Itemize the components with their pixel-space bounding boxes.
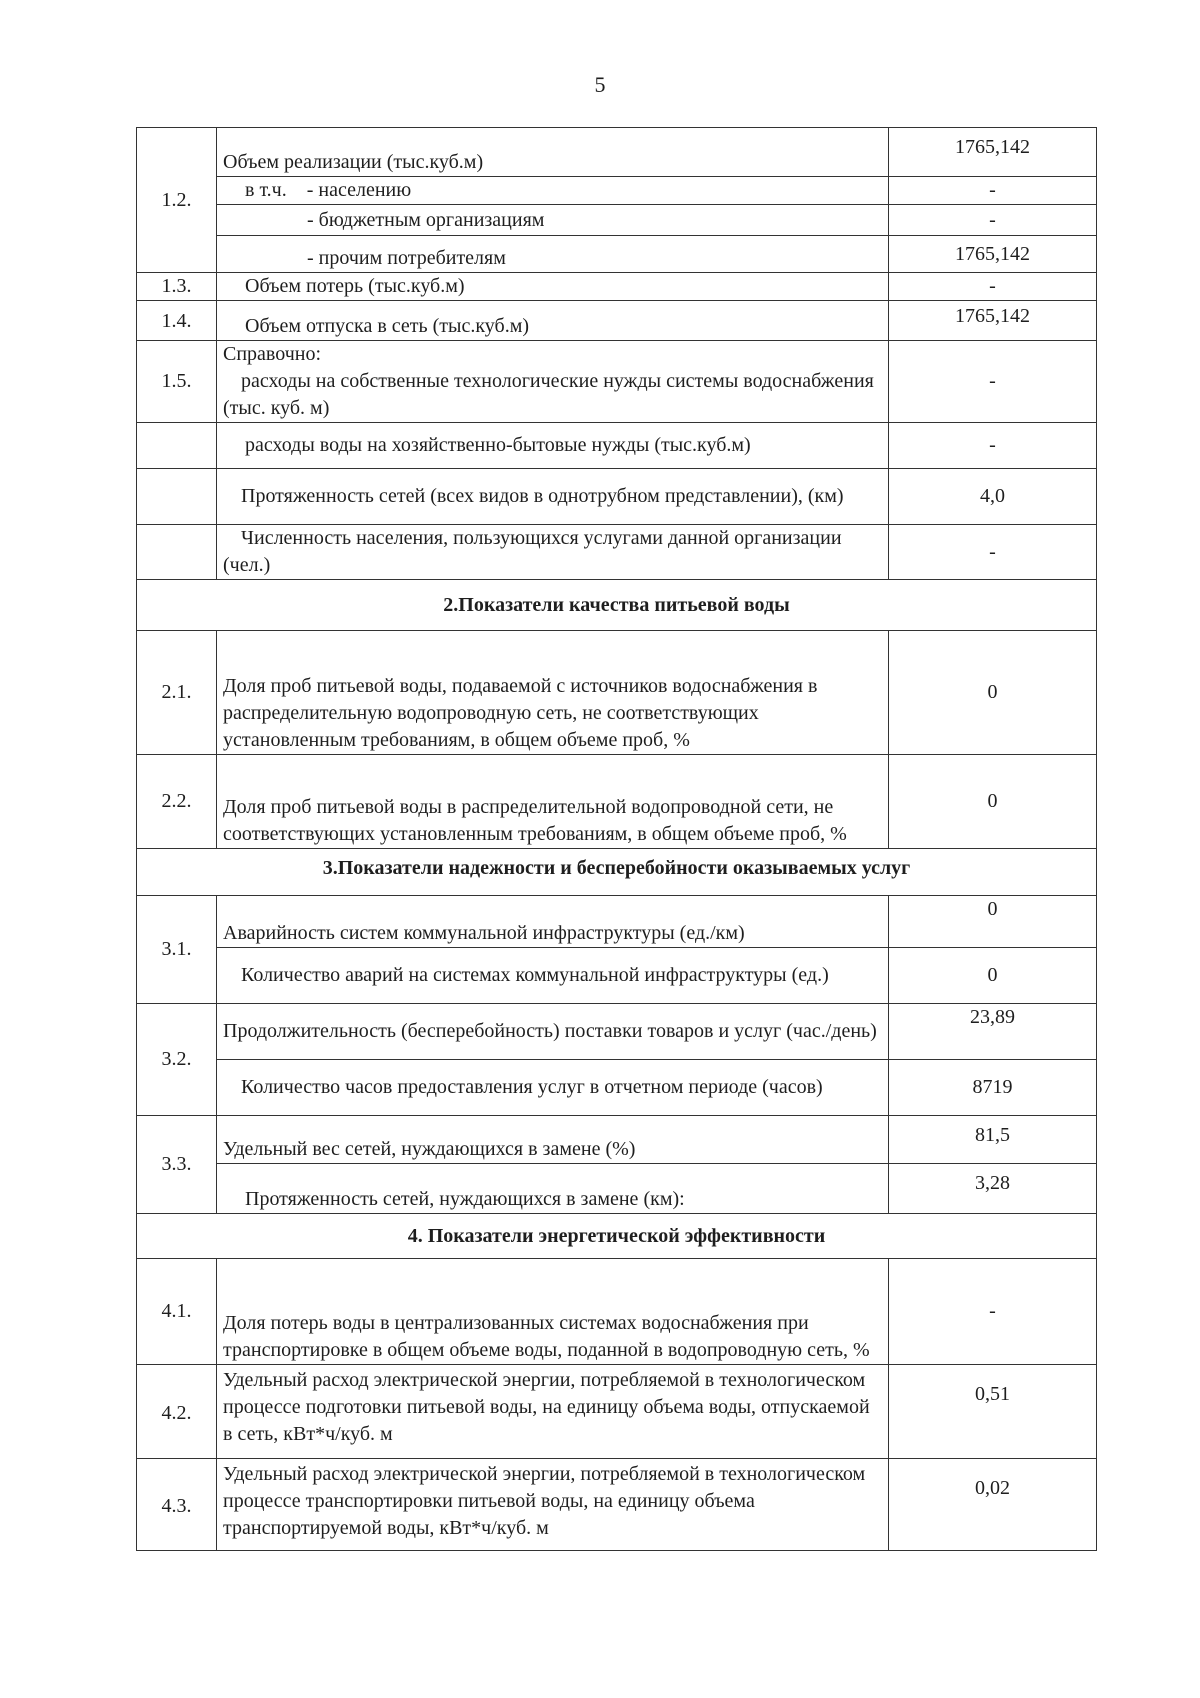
row-number: 4.2.: [137, 1365, 217, 1459]
table-row: [137, 273, 1097, 301]
row-text: Протяженность сетей (всех видов в однотрубном представлении), (км): [217, 469, 889, 525]
section-row: [137, 580, 1097, 631]
table-row: [137, 1459, 1097, 1551]
reference-heading: Справочно:: [223, 343, 322, 365]
table-row: [137, 236, 1097, 273]
row-text: в т.ч. - населению: [217, 177, 889, 205]
section-title: 4. Показатели энергетической эффективности: [137, 1214, 1097, 1259]
table-row: [137, 948, 1097, 1004]
row-text: Численность населения, пользующихся услугами данной организации (чел.): [217, 525, 889, 580]
row-number: 3.2.: [137, 1004, 217, 1116]
section-row: [137, 849, 1097, 896]
row-number: 3.1.: [137, 896, 217, 1004]
row-value: 23,89: [889, 1004, 1097, 1060]
row-number: 3.3.: [137, 1116, 217, 1214]
row-value: 1765,142: [889, 128, 1097, 177]
row-text: Объем потерь (тыс.куб.м): [217, 273, 889, 301]
table-row: [137, 205, 1097, 236]
row-value: -: [889, 273, 1097, 301]
row-text: Количество аварий на системах коммунальной инфраструктуры (ед.): [217, 948, 889, 1004]
table-row: [137, 1004, 1097, 1060]
row-text: Доля проб питьевой воды в распределительной водопроводной сети, не соответствующих установленным требованиям, в общем объеме проб, %: [217, 755, 889, 849]
row-value: 0: [889, 631, 1097, 755]
row-number-empty: [137, 525, 217, 580]
row-value: -: [889, 423, 1097, 469]
row-text: Удельный расход электрической энергии, потребляемой в технологическом процессе подготовки питьевой воды, на единицу объема воды, отпускаемой в сеть, кВт*ч/куб. м: [217, 1365, 889, 1459]
row-number: 4.1.: [137, 1259, 217, 1365]
table-row: [137, 755, 1097, 849]
table-row: [137, 1060, 1097, 1116]
row-text: Протяженность сетей, нуждающихся в замене (км):: [217, 1164, 889, 1214]
row-number: 1.3.: [137, 273, 217, 301]
row-text: расходы воды на хозяйственно-бытовые нужды (тыс.куб.м): [217, 423, 889, 469]
table-row: [137, 469, 1097, 525]
row-number: 2.2.: [137, 755, 217, 849]
section-title: 2.Показатели качества питьевой воды: [137, 580, 1097, 631]
row-number: 1.5.: [137, 341, 217, 423]
row-value: 0: [889, 896, 1097, 948]
section-row: [137, 1214, 1097, 1259]
table-row: [137, 128, 1097, 177]
row-value: 0,02: [889, 1459, 1097, 1551]
table-row: [137, 525, 1097, 580]
row-value: -: [889, 1259, 1097, 1365]
row-value: -: [889, 525, 1097, 580]
row-number: 4.3.: [137, 1459, 217, 1551]
row-text: - прочим потребителям: [217, 236, 889, 273]
table-row: [137, 1164, 1097, 1214]
table-row: [137, 1116, 1097, 1164]
table-row: [137, 631, 1097, 755]
row-text: Объем отпуска в сеть (тыс.куб.м): [217, 301, 889, 341]
row-value: 81,5: [889, 1116, 1097, 1164]
row-text: [217, 341, 889, 423]
table-row: [137, 423, 1097, 469]
row-value: 1765,142: [889, 236, 1097, 273]
table-row: [137, 1259, 1097, 1365]
row-value: 4,0: [889, 469, 1097, 525]
row-text: Количество часов предоставления услуг в отчетном периоде (часов): [217, 1060, 889, 1116]
row-value: -: [889, 341, 1097, 423]
row-text: Продолжительность (бесперебойность) поставки товаров и услуг (час./день): [217, 1004, 889, 1060]
row-text: Объем реализации (тыс.куб.м): [217, 128, 889, 177]
table-row: [137, 896, 1097, 948]
row-value: 8719: [889, 1060, 1097, 1116]
table-row: [137, 341, 1097, 423]
table-row: [137, 1365, 1097, 1459]
row-value: 1765,142: [889, 301, 1097, 341]
row-value: -: [889, 177, 1097, 205]
row-number-empty: [137, 469, 217, 525]
row-text: Аварийность систем коммунальной инфраструктуры (ед./км): [217, 896, 889, 948]
row-number-empty: [137, 423, 217, 469]
row-value: -: [889, 205, 1097, 236]
indicators-table: [136, 127, 1097, 1551]
row-value: 0: [889, 755, 1097, 849]
page-number: 5: [594, 72, 606, 97]
table-row: [137, 177, 1097, 205]
row-text: Доля проб питьевой воды, подаваемой с источников водоснабжения в распределительную водопроводную сеть, не соответствующих установленным требованиям, в общем объеме проб, %: [217, 631, 889, 755]
row-number: 1.2.: [137, 128, 217, 273]
section-title: 3.Показатели надежности и бесперебойности оказываемых услуг: [137, 849, 1097, 896]
row-number: 2.1.: [137, 631, 217, 755]
row-text: Удельный расход электрической энергии, потребляемой в технологическом процессе транспортировки питьевой воды, на единицу объема транспортируемой воды, кВт*ч/куб. м: [217, 1459, 889, 1551]
row-text: - бюджетным организациям: [217, 205, 889, 236]
row-value: 0,51: [889, 1365, 1097, 1459]
row-value: 0: [889, 948, 1097, 1004]
table-row: [137, 301, 1097, 341]
row-number: 1.4.: [137, 301, 217, 341]
row-text: Удельный вес сетей, нуждающихся в замене (%): [217, 1116, 889, 1164]
reference-text: расходы на собственные технологические нужды системы водоснабжения (тыс. куб. м): [223, 370, 874, 419]
row-text: Доля потерь воды в централизованных системах водоснабжения при транспортировке в общем объеме воды, поданной в водопроводную сеть, %: [217, 1259, 889, 1365]
row-value: 3,28: [889, 1164, 1097, 1214]
